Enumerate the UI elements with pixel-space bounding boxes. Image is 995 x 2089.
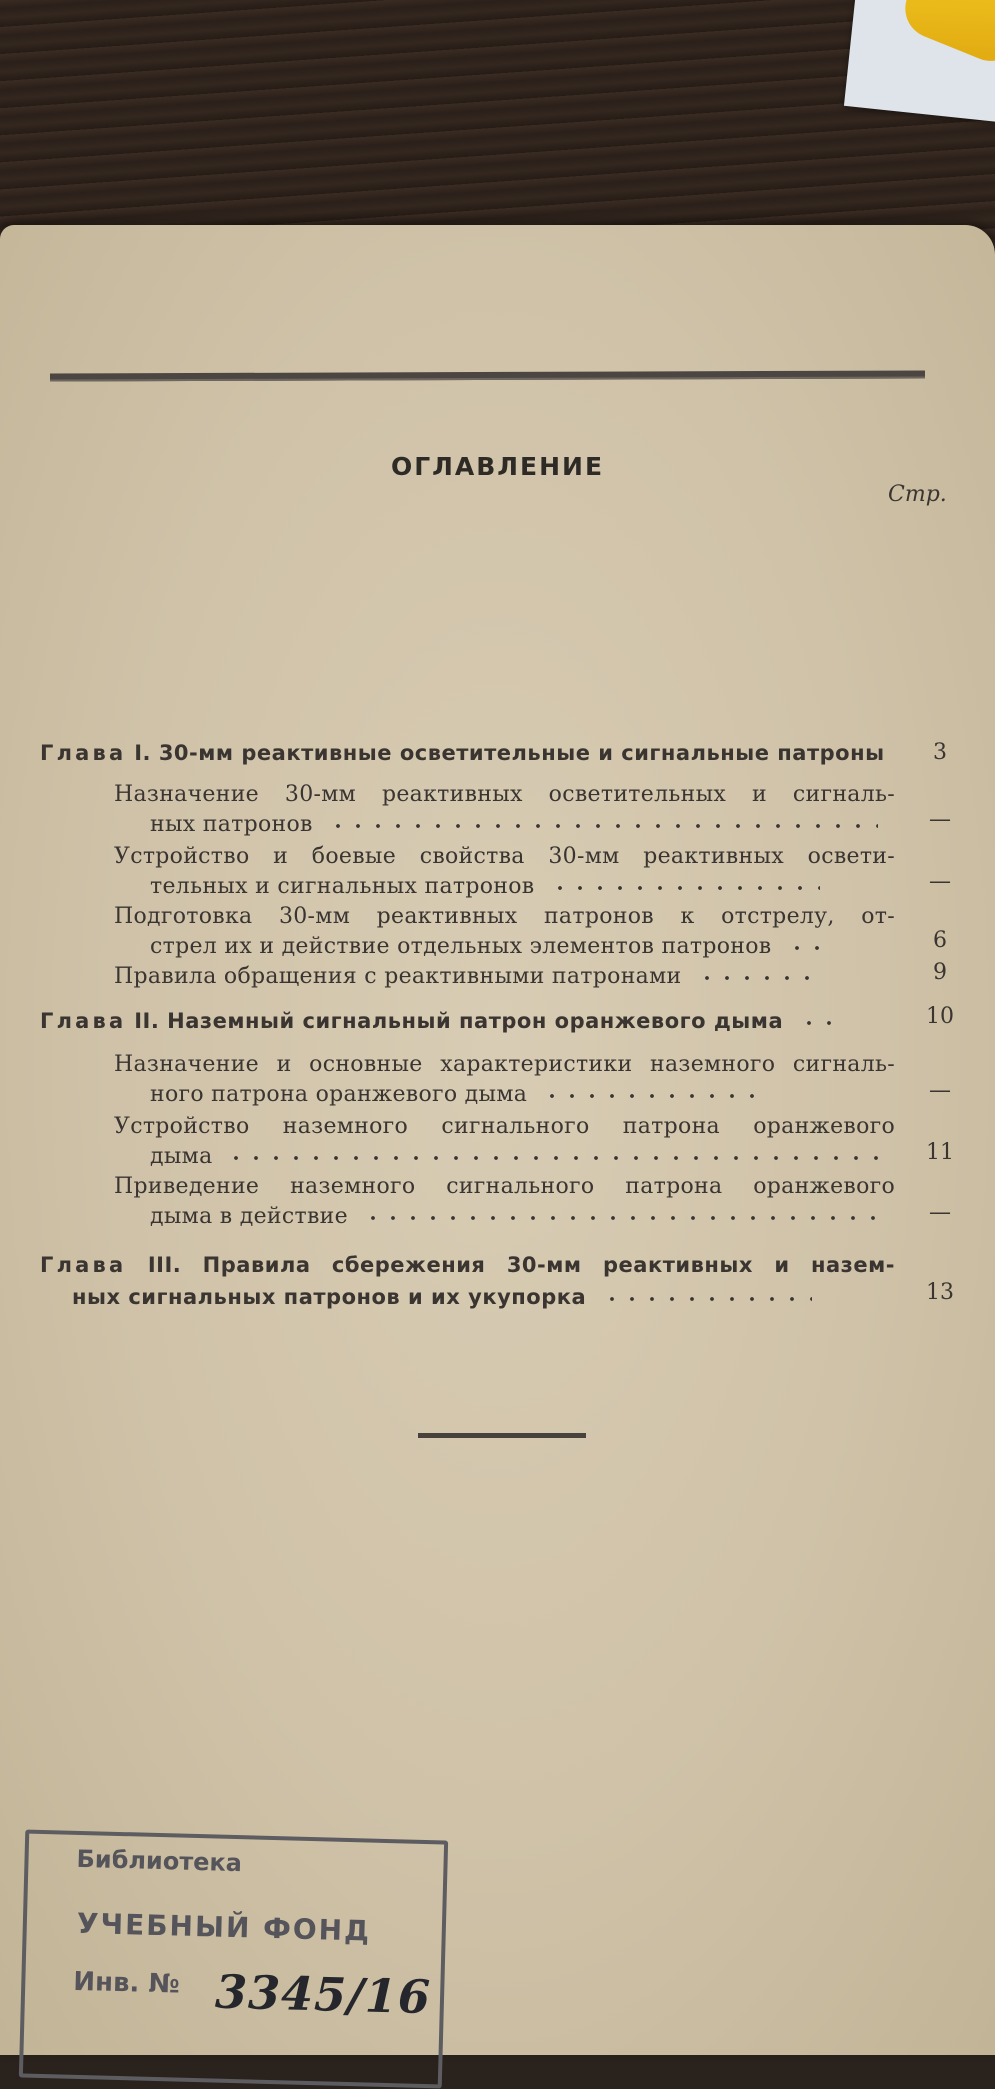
bottom-rule [418,1433,586,1438]
toc-entry-1-2-line2 [150,872,895,902]
stamp-inventory-label: Инв. № [72,1966,181,2000]
stamp-line-library: Библиотека [76,1844,243,1878]
dot-leader [550,883,820,893]
page-number: 11 [926,1140,954,1165]
page-number: 9 [933,960,947,985]
wooden-table-background [0,0,995,260]
toc-entry-1-4 [114,962,895,992]
dot-leader [542,1091,762,1101]
page-number: 13 [926,1280,954,1305]
dot-leader [226,1153,886,1163]
toc-entry-text: дыма [150,1144,213,1169]
chapter-label: Глава [40,741,127,765]
toc-entry-text: тельных и сигнальных патронов [150,874,535,899]
chapter-title: III. Правила сбережения 30-мм реактивных и назем- [147,1253,895,1277]
page-number: 10 [926,1004,954,1029]
toc-entry-text: ного патрона оранжевого дыма [150,1082,528,1107]
page-number: — [929,807,951,832]
page-number: — [929,1200,951,1225]
toc-entry-2-2-line1: Устройство наземного сигнального патрона оранжевого [114,1114,895,1139]
chapter-3-heading-line1 [40,1250,895,1280]
stamp-line-fund: УЧЕБНЫЙ ФОНД [76,1906,372,1948]
chapter-3-heading-line2 [72,1282,907,1312]
dot-leader [363,1213,883,1223]
toc-entry-2-3-line2 [150,1202,895,1232]
stamp-inventory-number: 3345/16 [214,1964,432,2025]
page-number: 6 [933,928,947,953]
toc-entry-text: ных патронов [150,812,313,837]
page-column-label: Стр. [888,482,947,507]
page-number: — [929,869,951,894]
toc-entry-text: стрел их и действие отдельных элементов патронов [150,934,772,959]
chapter-title: II. Наземный сигнальный патрон оранжевого дыма [134,1009,784,1033]
page-number: 3 [933,740,947,765]
chapter-title-continued: ных сигнальных патронов и их укупорка [72,1285,587,1309]
toc-entry-1-3-line1: Подготовка 30-мм реактивных патронов к отстрелу, от- [114,904,895,929]
chapter-label: Глава [40,1009,127,1033]
toc-entry-1-1-line2 [150,810,895,840]
toc-entry-1-1-line1: Назначение 30-мм реактивных осветительных и сигналь- [114,782,895,807]
dot-leader [602,1294,812,1304]
dot-leader [787,943,832,953]
toc-entry-2-2-line2 [150,1142,895,1172]
toc-entry-2-1-line2 [150,1080,895,1110]
dot-leader [697,973,817,983]
chapter-1-heading [40,738,895,768]
chapter-2-heading [40,1006,895,1036]
toc-entry-text: Правила обращения с реактивными патронами [114,964,682,989]
top-rule [50,370,925,381]
toc-title: ОГЛАВЛЕНИЕ [390,452,605,481]
toc-entry-2-1-line1: Назначение и основные характеристики наземного сигналь- [114,1052,895,1077]
toc-entry-1-2-line1: Устройство и боевые свойства 30-мм реактивных освети- [114,844,895,869]
toc-entry-text: дыма в действие [150,1204,348,1229]
toc-entry-1-3-line2 [150,932,895,962]
library-stamp [19,1830,448,2089]
chapter-title: I. 30-мм реактивные осветительные и сигнальные патроны [134,741,885,765]
dot-leader [799,1018,844,1028]
chapter-label: Глава [40,1253,127,1277]
toc-entry-2-3-line1: Приведение наземного сигнального патрона оранжевого [114,1174,895,1199]
page-number: — [929,1078,951,1103]
dot-leader [328,821,878,831]
